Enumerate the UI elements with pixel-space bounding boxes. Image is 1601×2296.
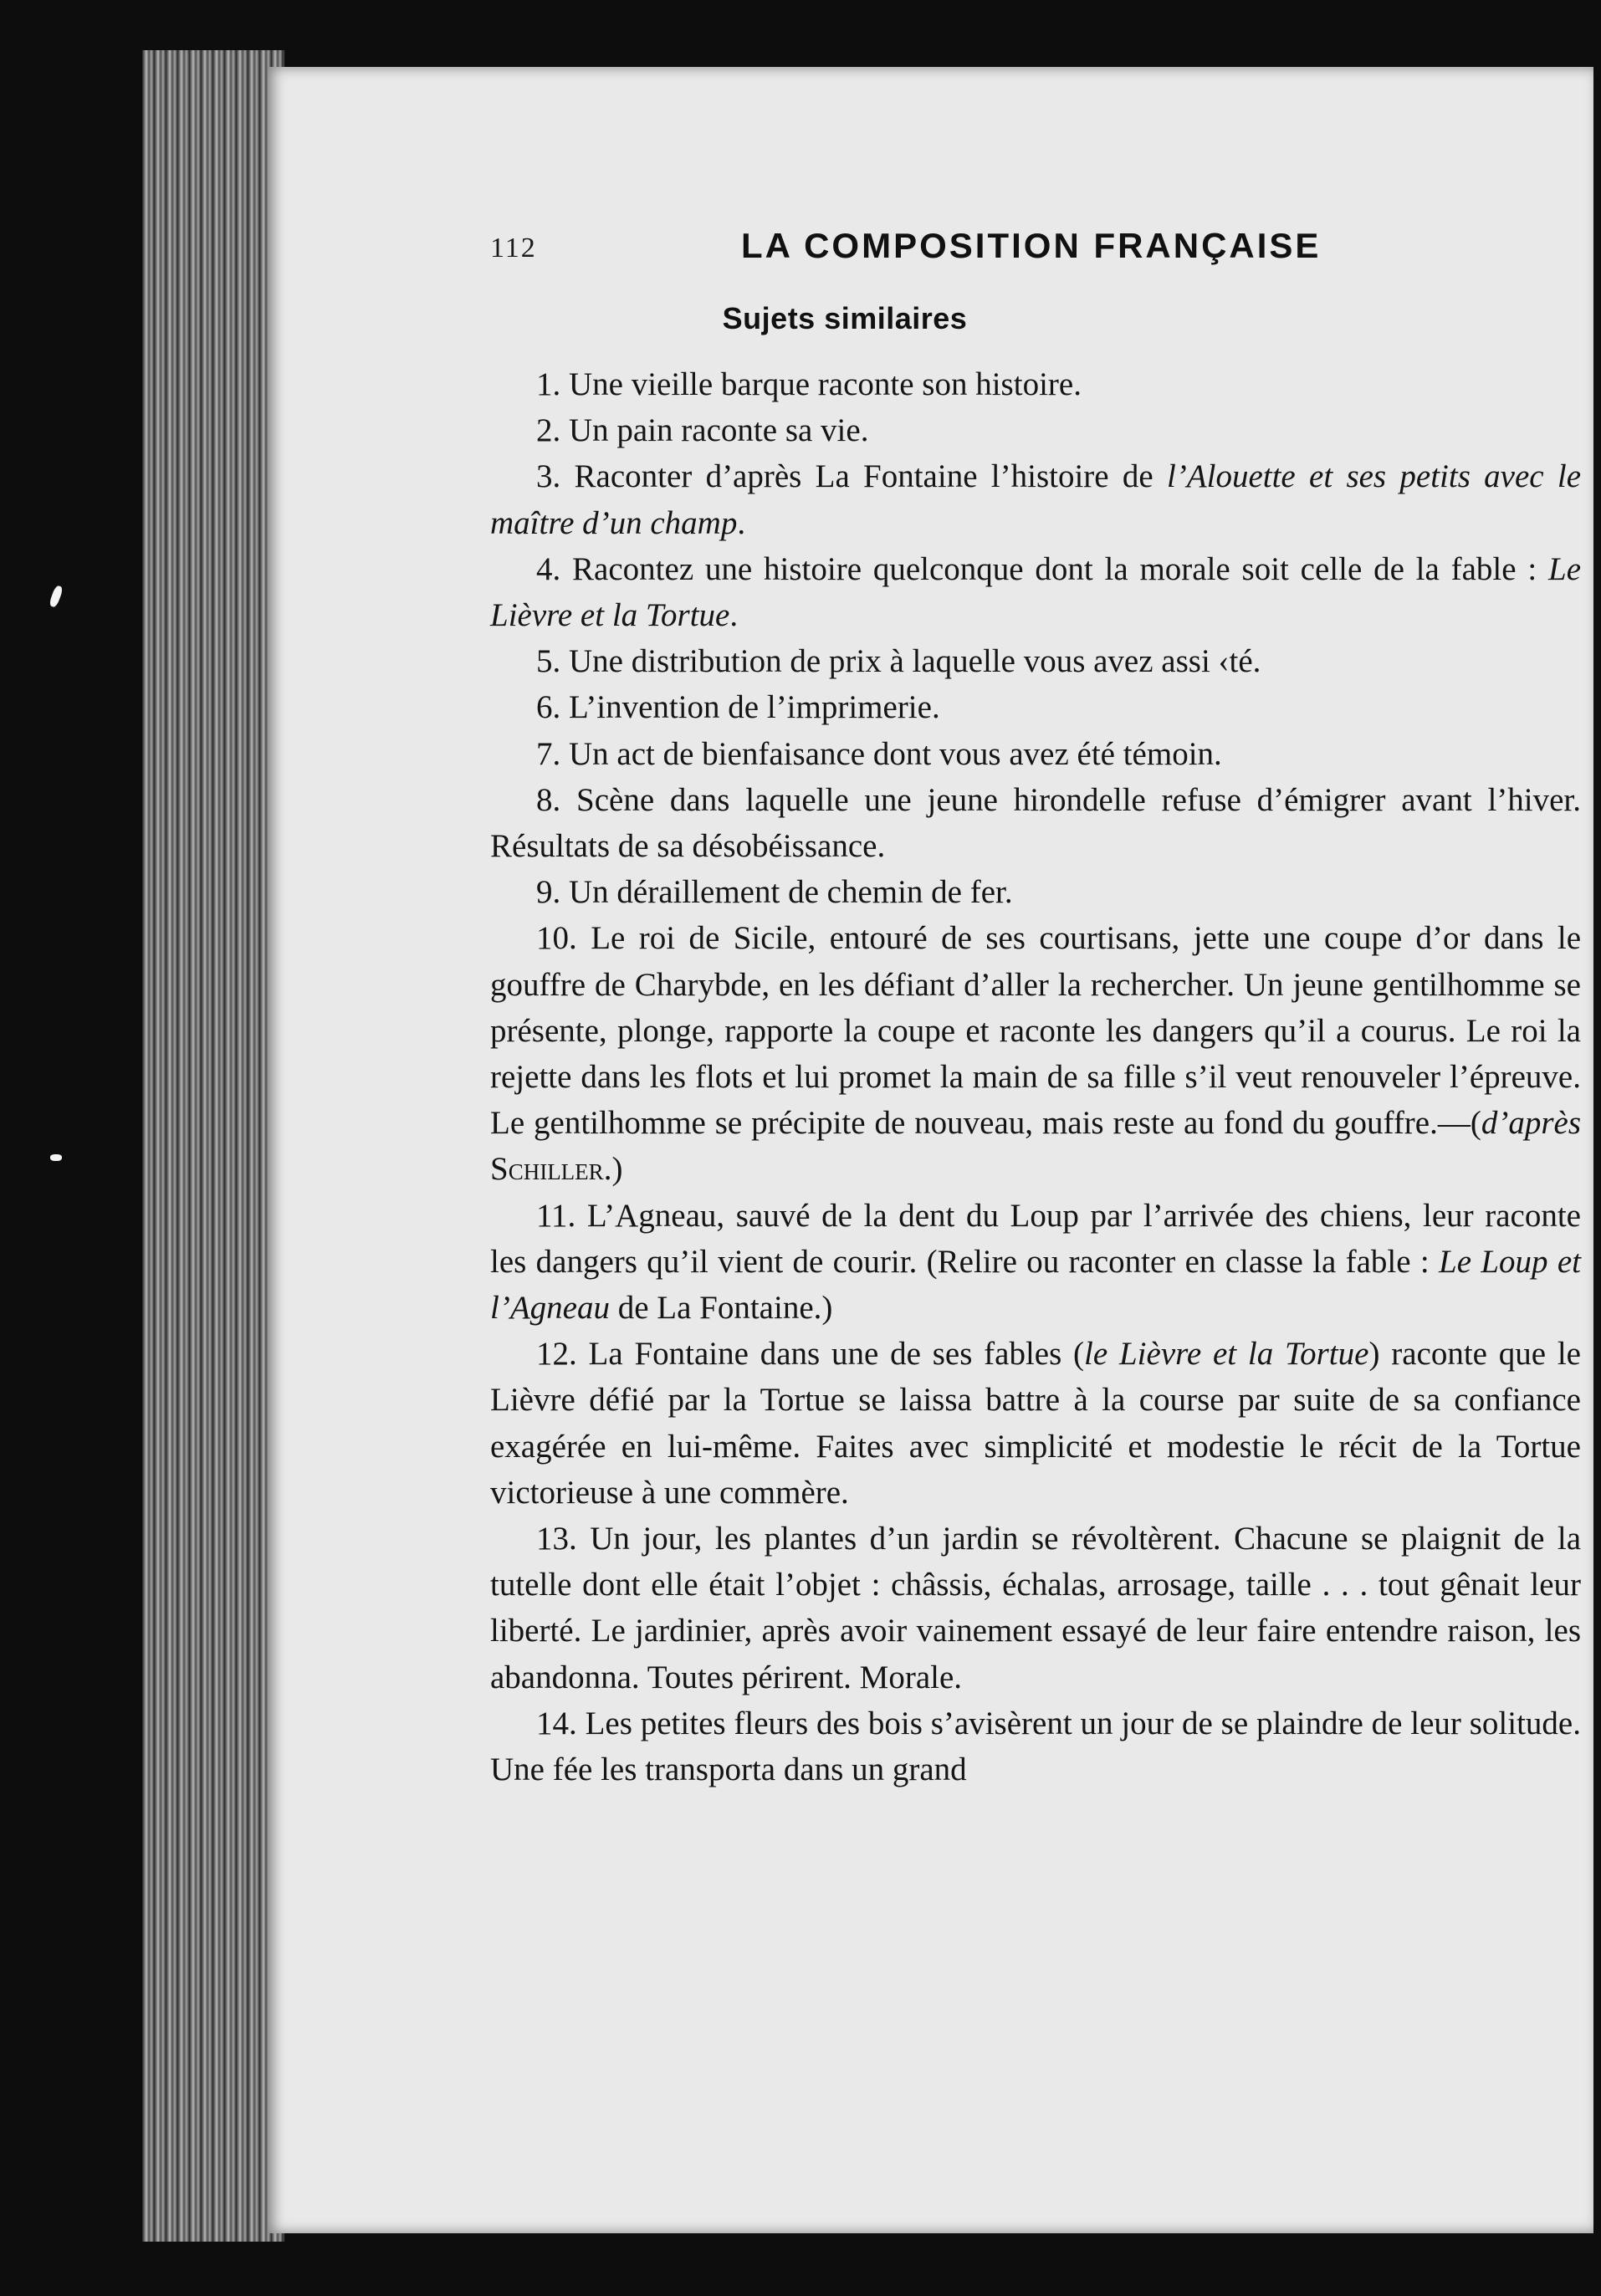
subject-item	[490, 1193, 1581, 1332]
subject-item	[490, 407, 1581, 453]
item-italic-title: l’Alouette et ses petits avec le maître d’un champ	[490, 458, 1582, 541]
item-italic-title: d’après	[1481, 1105, 1581, 1142]
item-text: Racontez une histoire quelconque dont la morale soit celle de la fable :	[572, 550, 1548, 587]
subject-list	[490, 361, 1581, 1792]
item-text: Un act de bienfaisance dont vous avez été témoin.	[569, 735, 1222, 772]
item-text: Un jour, les plantes d’un jardin se révoltèrent. Chacune se plaignit de la tutelle dont elle était l’objet : châssis, échalas, arrosage, taille . . . tout gênait leur liberté. Le jardinier, après avoir vainement essayé de leur faire entendre raison, les abandonna. Toutes périrent. Morale.	[490, 1521, 1582, 1695]
subject-item	[490, 1700, 1581, 1792]
item-text: L’invention de l’imprimerie.	[569, 689, 940, 726]
book-page-edges	[142, 50, 284, 2242]
item-number: 1.	[536, 366, 569, 402]
running-title: LA COMPOSITION FRANÇAISE	[741, 226, 1322, 265]
item-author: Schiller	[490, 1151, 604, 1188]
page-header	[490, 226, 1352, 276]
subject-item	[490, 638, 1581, 684]
item-text: Une vieille barque raconte son histoire.	[569, 366, 1082, 402]
item-number: 3.	[536, 458, 575, 495]
subject-item	[490, 869, 1581, 915]
item-text: .	[737, 504, 746, 541]
item-number: 8.	[536, 781, 577, 818]
item-number: 5.	[536, 643, 569, 680]
subject-item	[490, 546, 1581, 638]
item-number: 2.	[536, 412, 569, 449]
item-text: Un déraillement de chemin de fer.	[569, 874, 1013, 911]
item-italic-title: Le Loup et l’Agneau	[490, 1243, 1581, 1327]
item-number: 12.	[536, 1336, 589, 1373]
item-text: Raconter d’après La Fontaine l’histoire de	[574, 458, 1167, 495]
item-text: Un pain raconte sa vie.	[569, 412, 869, 449]
item-number: 9.	[536, 874, 569, 911]
item-number: 6.	[536, 689, 569, 726]
item-italic-title: le Lièvre et la Tortue	[1084, 1336, 1369, 1373]
item-number: 11.	[536, 1197, 587, 1234]
margin-speck	[50, 1154, 62, 1161]
subject-item	[490, 1516, 1581, 1700]
item-number: 14.	[536, 1705, 586, 1741]
item-text: de La Fontaine.)	[609, 1290, 833, 1327]
item-number: 13.	[536, 1521, 591, 1557]
item-text: Les petites fleurs des bois s’avisèrent un jour de se plaindre de leur solitude. Une fée les transporta dans un grand	[490, 1705, 1581, 1788]
item-text: Une distribution de prix à laquelle vous avez assi ‹té.	[569, 643, 1261, 680]
item-text: .	[729, 597, 739, 634]
subject-item	[490, 453, 1581, 545]
item-number: 4.	[536, 550, 573, 587]
item-number: 7.	[536, 735, 569, 772]
section-heading: Sujets similaires	[722, 301, 968, 335]
item-number: 10.	[536, 920, 591, 957]
item-text: Scène dans laquelle une jeune hirondelle refuse d’émigrer avant l’hiver. Résultats de sa désobéissance.	[490, 781, 1581, 865]
item-text: La Fontaine dans une de ses fables (	[588, 1336, 1085, 1373]
margin-speck	[49, 585, 64, 608]
item-text: ) raconte que le Lièvre défié par la Tortue se laissa battre à la course par suite de sa confiance exagérée en lui-même. Faites avec simplicité et modestie le récit de la Tortue victorieuse à une commère.	[490, 1336, 1581, 1511]
item-text: Le roi de Sicile, entouré de ses courtisans, jette une coupe d’or dans le gouffre de Charybde, en les défiant d’aller la rechercher. Un jeune gentilhomme se présente, plonge, rapporte la coupe et raconte les dangers qu’il a courus. Le roi la rejette dans les flots et lui promet la main de sa fille s’il veut renouveler l’épreuve. Le gentilhomme se précipite de nouveau, mais reste au fond du gouffre.—(	[490, 920, 1582, 1142]
item-text: .)	[603, 1151, 623, 1188]
subject-item	[490, 731, 1581, 777]
subject-item	[490, 915, 1581, 1192]
subject-item	[490, 684, 1581, 730]
subject-item	[490, 1331, 1581, 1516]
page-number: 112	[490, 233, 537, 263]
item-italic-title: Le Lièvre et la Tortue	[490, 550, 1581, 634]
subject-item	[490, 361, 1581, 407]
subject-item	[490, 777, 1581, 869]
item-text: L’Agneau, sauvé de la dent du Loup par l’arrivée des chiens, leur raconte les dangers qu’il vient de courir. (Relire ou raconter en classe la fable :	[490, 1197, 1581, 1280]
